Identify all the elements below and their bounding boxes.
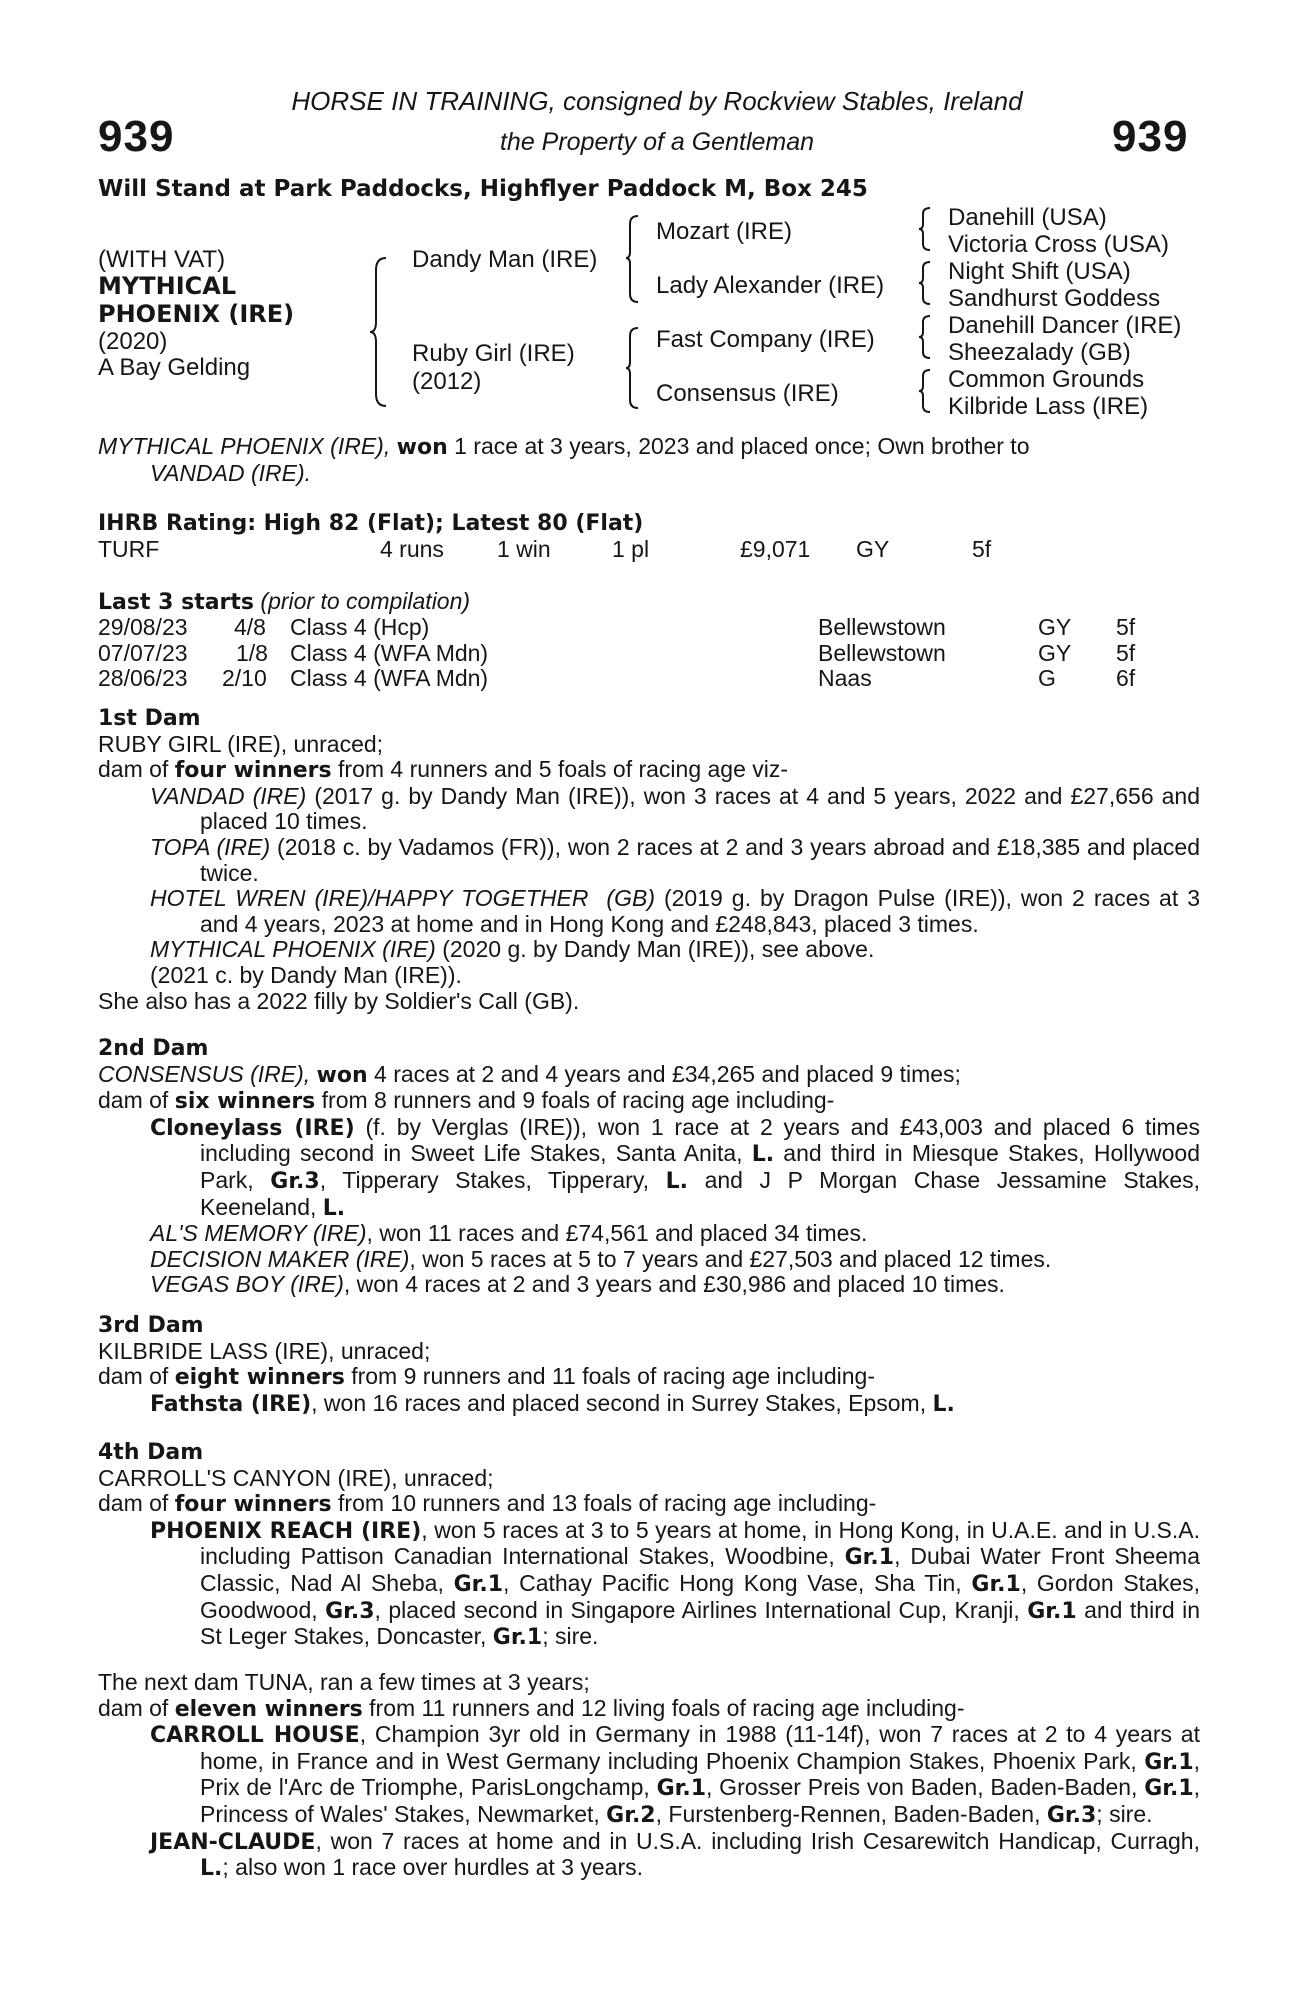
property-line: the Property of a Gentleman — [499, 128, 815, 156]
rating-surface: TURF — [98, 536, 160, 562]
first-dam-title: 1st Dam — [98, 706, 201, 731]
progeny-entry: MYTHICAL PHOENIX (IRE) (2020 g. by Dandy Man (IRE)), see above. — [150, 936, 875, 963]
pedigree-sds: Night Shift (USA) — [948, 258, 1131, 285]
third-dam-section — [98, 1313, 1200, 1417]
pedigree-bracket-sd — [918, 260, 936, 306]
starts-note: (prior to compilation) — [260, 588, 471, 614]
pedigree-dsd: Sheezalady (GB) — [948, 339, 1131, 366]
pedigree-sire-sire: Mozart (IRE) — [656, 218, 793, 245]
pedigree-sire-dam: Lady Alexander (IRE) — [656, 272, 885, 299]
start-course: Bellewstown — [818, 640, 946, 666]
vat-note: (WITH VAT) — [98, 246, 226, 273]
horse-name-line2: PHOENIX (IRE) — [98, 300, 295, 328]
pedigree-dss: Danehill Dancer (IRE) — [948, 312, 1182, 339]
fourth-dam-section — [98, 1440, 1200, 1651]
start-going: GY — [1038, 614, 1072, 640]
pedigree-sdd: Sandhurst Goddess — [948, 285, 1161, 312]
progeny-entry: Cloneylass (IRE) (f. by Verglas (IRE)), won 1 race at 2 years and £43,003 and placed 6 times including second in Sweet Life Stakes, Santa Anita, L. and third in Miesque Stakes, Hollywood Park, Gr.3, Tipperary Stakes, Tipperary, L. and J P Morgan Chase Jessamine Stakes, Keeneland, L. — [150, 1113, 1201, 1221]
start-course: Naas — [818, 665, 872, 691]
progeny-entry: DECISION MAKER (IRE), won 5 races at 5 to 7 years and £27,503 and placed 12 times. — [150, 1245, 1052, 1272]
start-course: Bellewstown — [818, 614, 946, 640]
pedigree-dam-dam: Consensus (IRE) — [656, 380, 839, 407]
progeny-entry: VEGAS BOY (IRE), won 4 races at 2 and 3 years and £30,986 and placed 10 times. — [150, 1271, 1005, 1298]
first-dam-section — [98, 706, 1200, 1014]
summary-won: won — [396, 435, 448, 460]
rating-distance: 5f — [972, 536, 992, 562]
next-dam-section — [98, 1670, 1200, 1882]
horse-name-line1: MYTHICAL — [98, 272, 237, 300]
pedigree-sss: Danehill (USA) — [948, 204, 1107, 231]
pedigree-sire: Dandy Man (IRE) — [412, 246, 598, 273]
start-distance: 5f — [1116, 614, 1136, 640]
progeny-entry: (2021 c. by Dandy Man (IRE)). — [150, 961, 462, 988]
progeny-entry: JEAN-CLAUDE, won 7 races at home and in U.S.A. including Irish Cesarewitch Handicap, Curragh, L.; also won 1 race over hurdles at 3 years. — [150, 1827, 1200, 1882]
stand-location: Will Stand at Park Paddocks, Highflyer Paddock M, Box 245 — [98, 176, 868, 202]
start-distance: 5f — [1116, 640, 1136, 666]
race-summary — [98, 434, 1210, 486]
second-dam-section — [98, 1036, 1200, 1298]
progeny-entry: CARROLL HOUSE, Champion 3yr old in Germany in 1988 (11-14f), won 7 races at 2 to 4 years at home, in France and in West Germany including Phoenix Champion Stakes, Phoenix Park, Gr.1, Prix de l'Arc de Triomphe, ParisLongchamp, Gr.1, Grosser Preis von Baden, Baden-Baden, Gr.1, Princess of Wales' Stakes, Newmarket, Gr.2, Furstenberg-Rennen, Baden-Baden, Gr.3; sire. — [150, 1721, 1201, 1828]
third-dam-intro: KILBRIDE LASS (IRE), unraced; — [98, 1337, 431, 1364]
fourth-dam-intro: CARROLL'S CANYON (IRE), unraced; — [98, 1464, 494, 1491]
horse-description: A Bay Gelding — [98, 354, 251, 381]
second-dam-intro: CONSENSUS (IRE), won 4 races at 2 and 4 years and £34,265 and placed 9 times; — [98, 1060, 961, 1088]
start-position: 4/8 — [234, 614, 266, 640]
progeny-entry: Fathsta (IRE), won 16 races and placed second in Surrey Stakes, Epsom, L. — [150, 1389, 955, 1417]
lot-number-left: 939 — [98, 112, 175, 161]
next-dam-produce: dam of eleven winners from 11 runners and 12 living foals of racing age including- — [98, 1694, 965, 1722]
second-dam-produce: dam of six winners from 8 runners and 9 foals of racing age including- — [98, 1087, 835, 1115]
start-date: 07/07/23 — [98, 640, 188, 666]
rating-title: IHRB Rating: High 82 (Flat); Latest 80 (Flat) — [98, 511, 644, 536]
third-dam-title: 3rd Dam — [98, 1313, 204, 1338]
first-dam-intro: RUBY GIRL (IRE), unraced; — [98, 730, 384, 757]
progeny-entry: AL'S MEMORY (IRE), won 11 races and £74,561 and placed 34 times. — [150, 1220, 868, 1247]
rating-placed: 1 pl — [612, 536, 650, 562]
pedigree-bracket-ds — [918, 314, 936, 360]
pedigree-bracket-main — [368, 256, 392, 408]
summary-brother: VANDAD (IRE). — [150, 459, 312, 486]
rating-going: GY — [856, 536, 890, 562]
first-dam-note: She also has a 2022 filly by Soldier's Call (GB). — [98, 987, 580, 1014]
pedigree-dam: Ruby Girl (IRE) — [412, 340, 575, 367]
lot-number-right: 939 — [1112, 112, 1189, 161]
pedigree-bracket-ss — [918, 206, 936, 252]
pedigree-dds: Common Grounds — [948, 366, 1145, 393]
pedigree-ssd: Victoria Cross (USA) — [948, 231, 1169, 258]
rating-wins: 1 win — [497, 536, 551, 562]
consignor-line: HORSE IN TRAINING, consigned by Rockview Stables, Ireland — [291, 86, 1023, 116]
summary-text: 1 race at 3 years, 2023 and placed once; Own brother to — [454, 433, 1030, 459]
start-date: 29/08/23 — [98, 614, 188, 640]
progeny-entry: PHOENIX REACH (IRE), won 5 races at 3 to 5 years at home, in Hong Kong, in U.A.E. and in U.S.A. including Pattison Canadian International Stakes, Woodbine, Gr.1, Dubai Water Front Sheema Classic, Nad Al Sheba, Gr.1, Cathay Pacific Hong Kong Vase, Sha Tin, Gr.1, Gordon Stakes, Goodwood, Gr.3, placed second in Singapore Airlines International Cup, Kranji, Gr.1 and third in St Leger Stakes, Doncaster, Gr.1; sire. — [150, 1516, 1201, 1651]
fourth-dam-produce: dam of four winners from 10 runners and 13 foals of racing age including- — [98, 1490, 877, 1518]
start-distance: 6f — [1116, 665, 1136, 691]
pedigree-ddd: Kilbride Lass (IRE) — [948, 393, 1149, 420]
fourth-dam-title: 4th Dam — [98, 1440, 204, 1465]
starts-heading — [98, 588, 470, 615]
starts-title: Last 3 starts — [98, 590, 255, 615]
rating-runs: 4 runs — [380, 536, 444, 562]
second-dam-title: 2nd Dam — [98, 1036, 209, 1061]
pedigree-dam-sire: Fast Company (IRE) — [656, 326, 875, 353]
pedigree-bracket-dd — [918, 368, 936, 414]
start-position: 2/10 — [222, 665, 267, 691]
summary-horse: MYTHICAL PHOENIX (IRE), — [98, 433, 391, 459]
pedigree-bracket-sire — [624, 214, 644, 304]
horse-year: (2020) — [98, 328, 168, 355]
pedigree-dam-year: (2012) — [412, 368, 482, 395]
progeny-entry: HOTEL WREN (IRE)/HAPPY TOGETHER (GB) (2019 g. by Dragon Pulse (IRE)), won 2 races at 3 and 4 years, 2023 at home and in Hong Kong and £248,843, placed 3 times. — [150, 885, 1201, 937]
start-class: Class 4 (WFA Mdn) — [290, 640, 489, 666]
start-date: 28/06/23 — [98, 665, 188, 691]
rating-prize: £9,071 — [740, 536, 811, 562]
start-going: GY — [1038, 640, 1072, 666]
pedigree-bracket-dam — [624, 326, 644, 410]
start-going: G — [1038, 665, 1056, 691]
progeny-entry: TOPA (IRE) (2018 c. by Vadamos (FR)), won 2 races at 2 and 3 years abroad and £18,385 and placed twice. — [150, 833, 1200, 886]
first-dam-produce: dam of four winners from 4 runners and 5 foals of racing age viz- — [98, 756, 789, 784]
start-class: Class 4 (WFA Mdn) — [290, 665, 489, 691]
third-dam-produce: dam of eight winners from 9 runners and 11 foals of racing age including- — [98, 1363, 875, 1391]
start-class: Class 4 (Hcp) — [290, 614, 430, 640]
progeny-entry: VANDAD (IRE) (2017 g. by Dandy Man (IRE)), won 3 races at 4 and 5 years, 2022 and £27,656 and placed 10 times. — [150, 782, 1201, 835]
next-dam-intro: The next dam TUNA, ran a few times at 3 years; — [98, 1669, 590, 1695]
start-position: 1/8 — [236, 640, 268, 666]
